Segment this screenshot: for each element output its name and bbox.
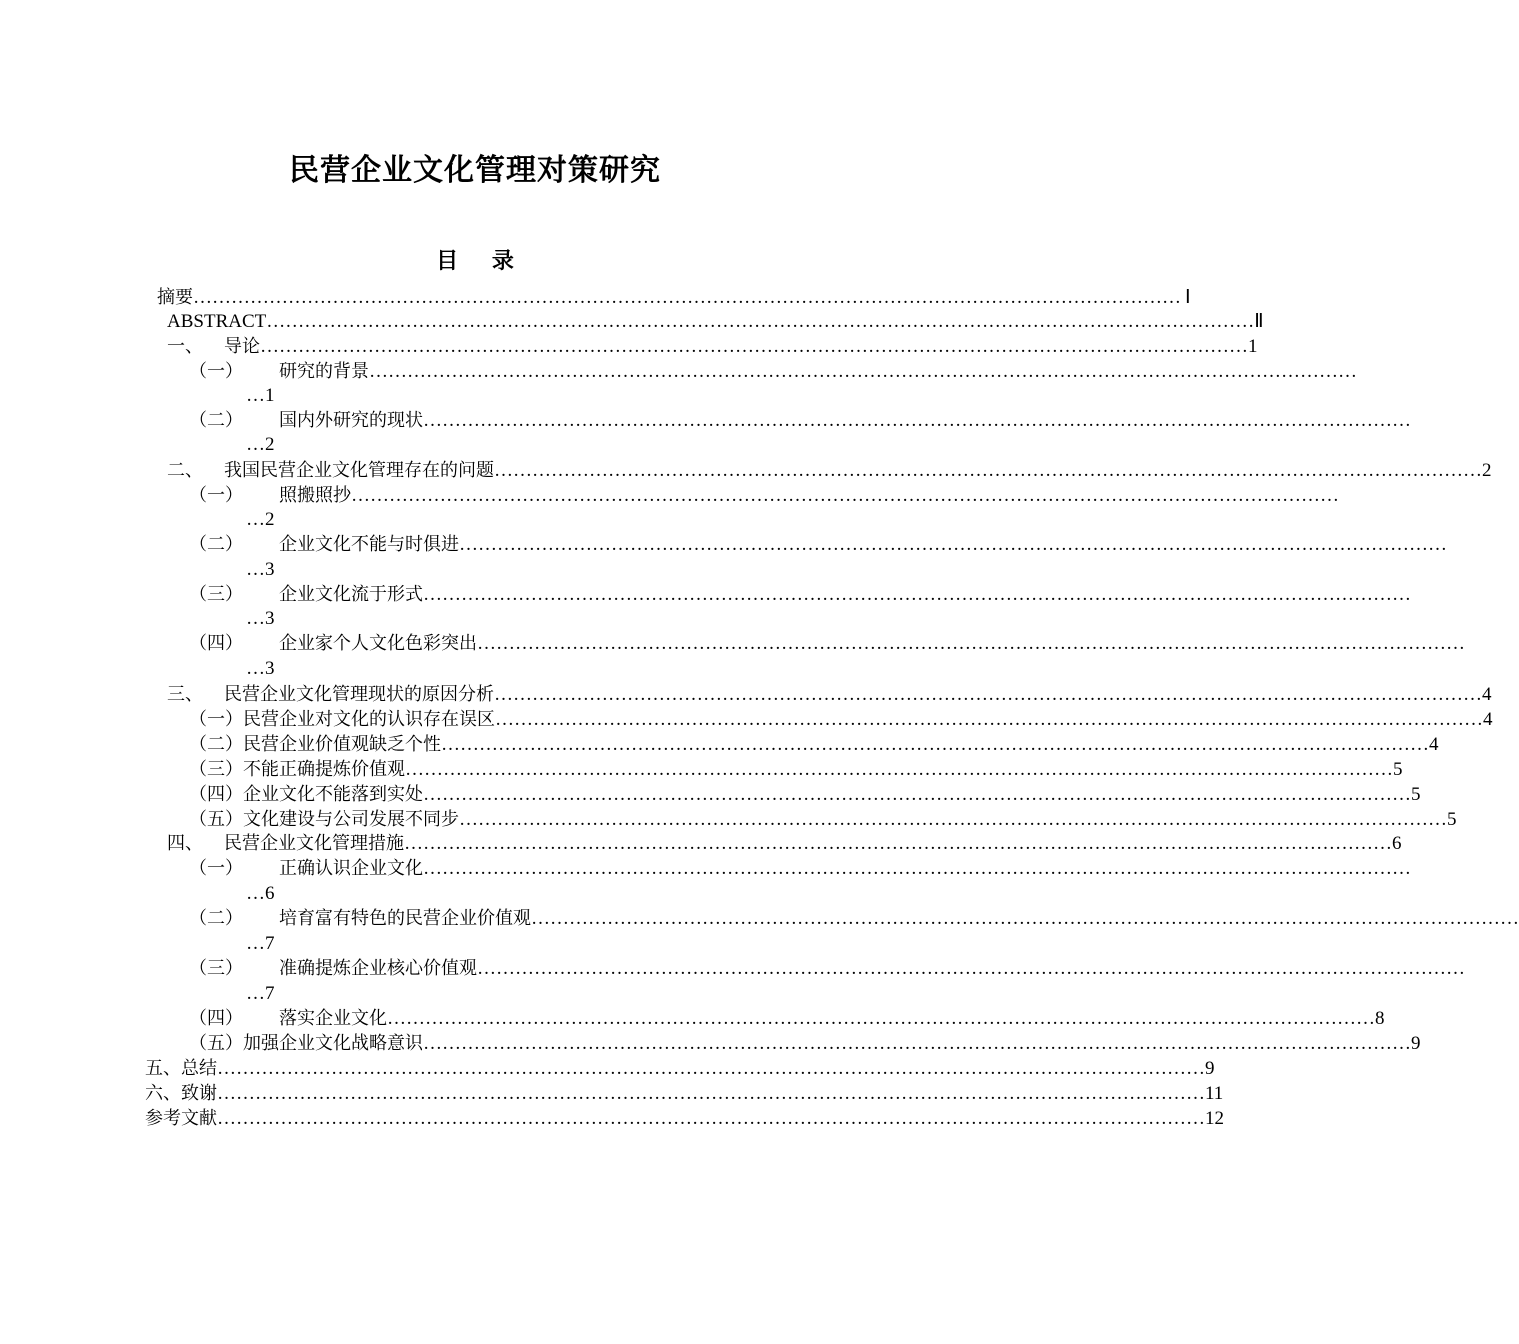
toc-label: ABSTRACT: [167, 311, 267, 332]
toc-entry-2-4[interactable]: [189, 632, 1465, 656]
toc-page: 5: [1393, 759, 1403, 780]
toc-number: 三、: [167, 684, 203, 705]
toc-page: 4: [1482, 684, 1492, 705]
toc-label: （五）加强企业文化战略意识: [189, 1033, 423, 1054]
toc-number: （四）: [189, 1008, 243, 1029]
toc-label: 摘要: [157, 287, 193, 308]
toc-entry-4-4[interactable]: [189, 1007, 1385, 1031]
toc-page: 1: [1248, 336, 1258, 357]
toc-entry-4-3[interactable]: [189, 957, 1465, 981]
toc-leader: …………………………………………………………………………………………………………………………………………: [494, 460, 1482, 481]
toc-leader: …………………………………………………………………………………………………………………………………………: [477, 958, 1465, 979]
toc-leader: …………………………………………………………………………………………………………………………………………: [423, 584, 1411, 605]
toc-page-4-1: …6: [246, 883, 275, 904]
toc-leader: …………………………………………………………………………………………………………………………………………: [423, 784, 1411, 805]
toc-entry-3-3[interactable]: [189, 758, 1403, 782]
toc-number: （一）: [189, 361, 243, 382]
toc-page: 4: [1429, 734, 1439, 755]
toc-page: 6: [1392, 833, 1402, 854]
toc-leader: …………………………………………………………………………………………………………………………………………: [217, 1083, 1205, 1104]
toc-label: 企业家个人文化色彩突出: [279, 633, 477, 654]
toc-page: Ⅰ: [1185, 287, 1191, 308]
toc-page-1-2: …2: [246, 434, 275, 455]
toc-leader: …………………………………………………………………………………………………………………………………………: [387, 1008, 1375, 1029]
toc-entry-2-2[interactable]: [189, 533, 1447, 557]
toc-leader: …………………………………………………………………………………………………………………………………………: [423, 858, 1411, 879]
toc-entry-2-3[interactable]: [189, 583, 1411, 607]
toc-page: 4: [1483, 709, 1493, 730]
toc-leader: …………………………………………………………………………………………………………………………………………: [423, 1033, 1411, 1054]
toc-entry-section-6[interactable]: [145, 1082, 1224, 1106]
toc-leader: …………………………………………………………………………………………………………………………………………: [217, 1058, 1205, 1079]
toc-entry-section-4[interactable]: [167, 832, 1402, 856]
toc-leader: …………………………………………………………………………………………………………………………………………: [441, 734, 1429, 755]
toc-page: 9: [1205, 1058, 1215, 1079]
toc-leader: …………………………………………………………………………………………………………………………………………: [193, 287, 1181, 308]
toc-page: 5: [1411, 784, 1421, 805]
toc-leader: …………………………………………………………………………………………………………………………………………: [405, 759, 1393, 780]
toc-leader: …………………………………………………………………………………………………………………………………………: [217, 1108, 1205, 1129]
toc-entry-abstract-cn[interactable]: [157, 286, 1191, 310]
toc-page-2-2: …3: [246, 559, 275, 580]
toc-label: 培育富有特色的民营企业价值观: [279, 908, 531, 929]
toc-label: （五）文化建设与公司发展不同步: [189, 809, 459, 830]
toc-leader: …………………………………………………………………………………………………………………………………………: [459, 534, 1447, 555]
toc-leader: …………………………………………………………………………………………………………………………………………: [477, 633, 1465, 654]
toc-entry-1-2[interactable]: [189, 409, 1411, 433]
toc-label: 准确提炼企业核心价值观: [279, 958, 477, 979]
toc-page-4-3: …7: [246, 983, 275, 1004]
toc-number: （二）: [189, 410, 243, 431]
toc-entry-abstract-en[interactable]: [167, 310, 1264, 334]
toc-number: （三）: [189, 958, 243, 979]
toc-heading: 目 录: [436, 249, 514, 274]
toc-entry-3-4[interactable]: [189, 783, 1421, 807]
toc-page-2-3: …3: [246, 608, 275, 629]
toc-page: 11: [1205, 1083, 1224, 1104]
toc-entry-3-2[interactable]: [189, 733, 1439, 757]
toc-label: 企业文化不能与时俱进: [279, 534, 459, 555]
toc-leader: …………………………………………………………………………………………………………………………………………: [404, 833, 1392, 854]
toc-number: （一）: [189, 858, 243, 879]
toc-label: 六、致谢: [145, 1083, 217, 1104]
toc-number: 二、: [167, 460, 203, 481]
toc-number: 一、: [167, 336, 203, 357]
toc-label: （二）民营企业价值观缺乏个性: [189, 734, 441, 755]
document-title: 民营企业文化管理对策研究: [289, 153, 661, 188]
toc-page: 9: [1411, 1033, 1421, 1054]
toc-label: 国内外研究的现状: [279, 410, 423, 431]
toc-entry-section-1[interactable]: [167, 335, 1258, 359]
toc-leader: …………………………………………………………………………………………………………………………………………: [495, 709, 1483, 730]
toc-leader: …………………………………………………………………………………………………………………………………………: [459, 809, 1447, 830]
toc-page: 2: [1482, 460, 1492, 481]
toc-entry-section-3[interactable]: [167, 683, 1492, 707]
toc-number: （四）: [189, 633, 243, 654]
toc-leader: …………………………………………………………………………………………………………………………………………: [266, 311, 1255, 332]
toc-entry-references[interactable]: [145, 1107, 1224, 1131]
toc-label: （四）企业文化不能落到实处: [189, 784, 423, 805]
toc-page-2-4: …3: [246, 658, 275, 679]
toc-page-4-2: …7: [246, 933, 275, 954]
toc-label: 我国民营企业文化管理存在的问题: [224, 460, 494, 481]
toc-label: （三）不能正确提炼价值观: [189, 759, 405, 780]
toc-label: 照搬照抄: [279, 485, 351, 506]
toc-leader: …………………………………………………………………………………………………………………………………………: [260, 336, 1248, 357]
toc-entry-4-1[interactable]: [189, 857, 1411, 881]
toc-leader: …………………………………………………………………………………………………………………………………………: [423, 410, 1411, 431]
toc-entry-section-5[interactable]: [145, 1057, 1215, 1081]
toc-label: （一）民营企业对文化的认识存在误区: [189, 709, 495, 730]
toc-entry-4-2[interactable]: [189, 907, 1519, 931]
toc-page-2-1: …2: [246, 509, 275, 530]
toc-label: 民营企业文化管理现状的原因分析: [224, 684, 494, 705]
toc-number: （二）: [189, 534, 243, 555]
toc-leader: …………………………………………………………………………………………………………………………………………: [351, 485, 1339, 506]
toc-number: （一）: [189, 485, 243, 506]
toc-leader: …………………………………………………………………………………………………………………………………………: [369, 361, 1357, 382]
toc-leader: …………………………………………………………………………………………………………………………………………: [494, 684, 1482, 705]
toc-label: 研究的背景: [279, 361, 369, 382]
toc-label: 落实企业文化: [279, 1008, 387, 1029]
toc-page: Ⅱ: [1254, 311, 1264, 332]
toc-entry-3-1[interactable]: [189, 708, 1493, 732]
toc-label: 正确认识企业文化: [279, 858, 423, 879]
toc-number: 四、: [167, 833, 203, 854]
toc-label: 民营企业文化管理措施: [224, 833, 404, 854]
toc-number: （二）: [189, 908, 243, 929]
toc-page: 8: [1375, 1008, 1385, 1029]
toc-label: 五、总结: [145, 1058, 217, 1079]
toc-page: 5: [1447, 809, 1457, 830]
toc-entry-4-5[interactable]: [189, 1032, 1421, 1056]
toc-label: 导论: [224, 336, 260, 357]
toc-entry-3-5[interactable]: [189, 808, 1457, 832]
toc-page-1-1: …1: [246, 385, 275, 406]
toc-entry-2-1[interactable]: [189, 484, 1339, 508]
toc-entry-1-1[interactable]: [189, 360, 1357, 384]
toc-page: 12: [1205, 1108, 1224, 1129]
toc-label: 企业文化流于形式: [279, 584, 423, 605]
toc-leader: …………………………………………………………………………………………………………………………………………: [531, 908, 1519, 929]
toc-label: 参考文献: [145, 1108, 217, 1129]
toc-number: （三）: [189, 584, 243, 605]
toc-entry-section-2[interactable]: [167, 459, 1492, 483]
